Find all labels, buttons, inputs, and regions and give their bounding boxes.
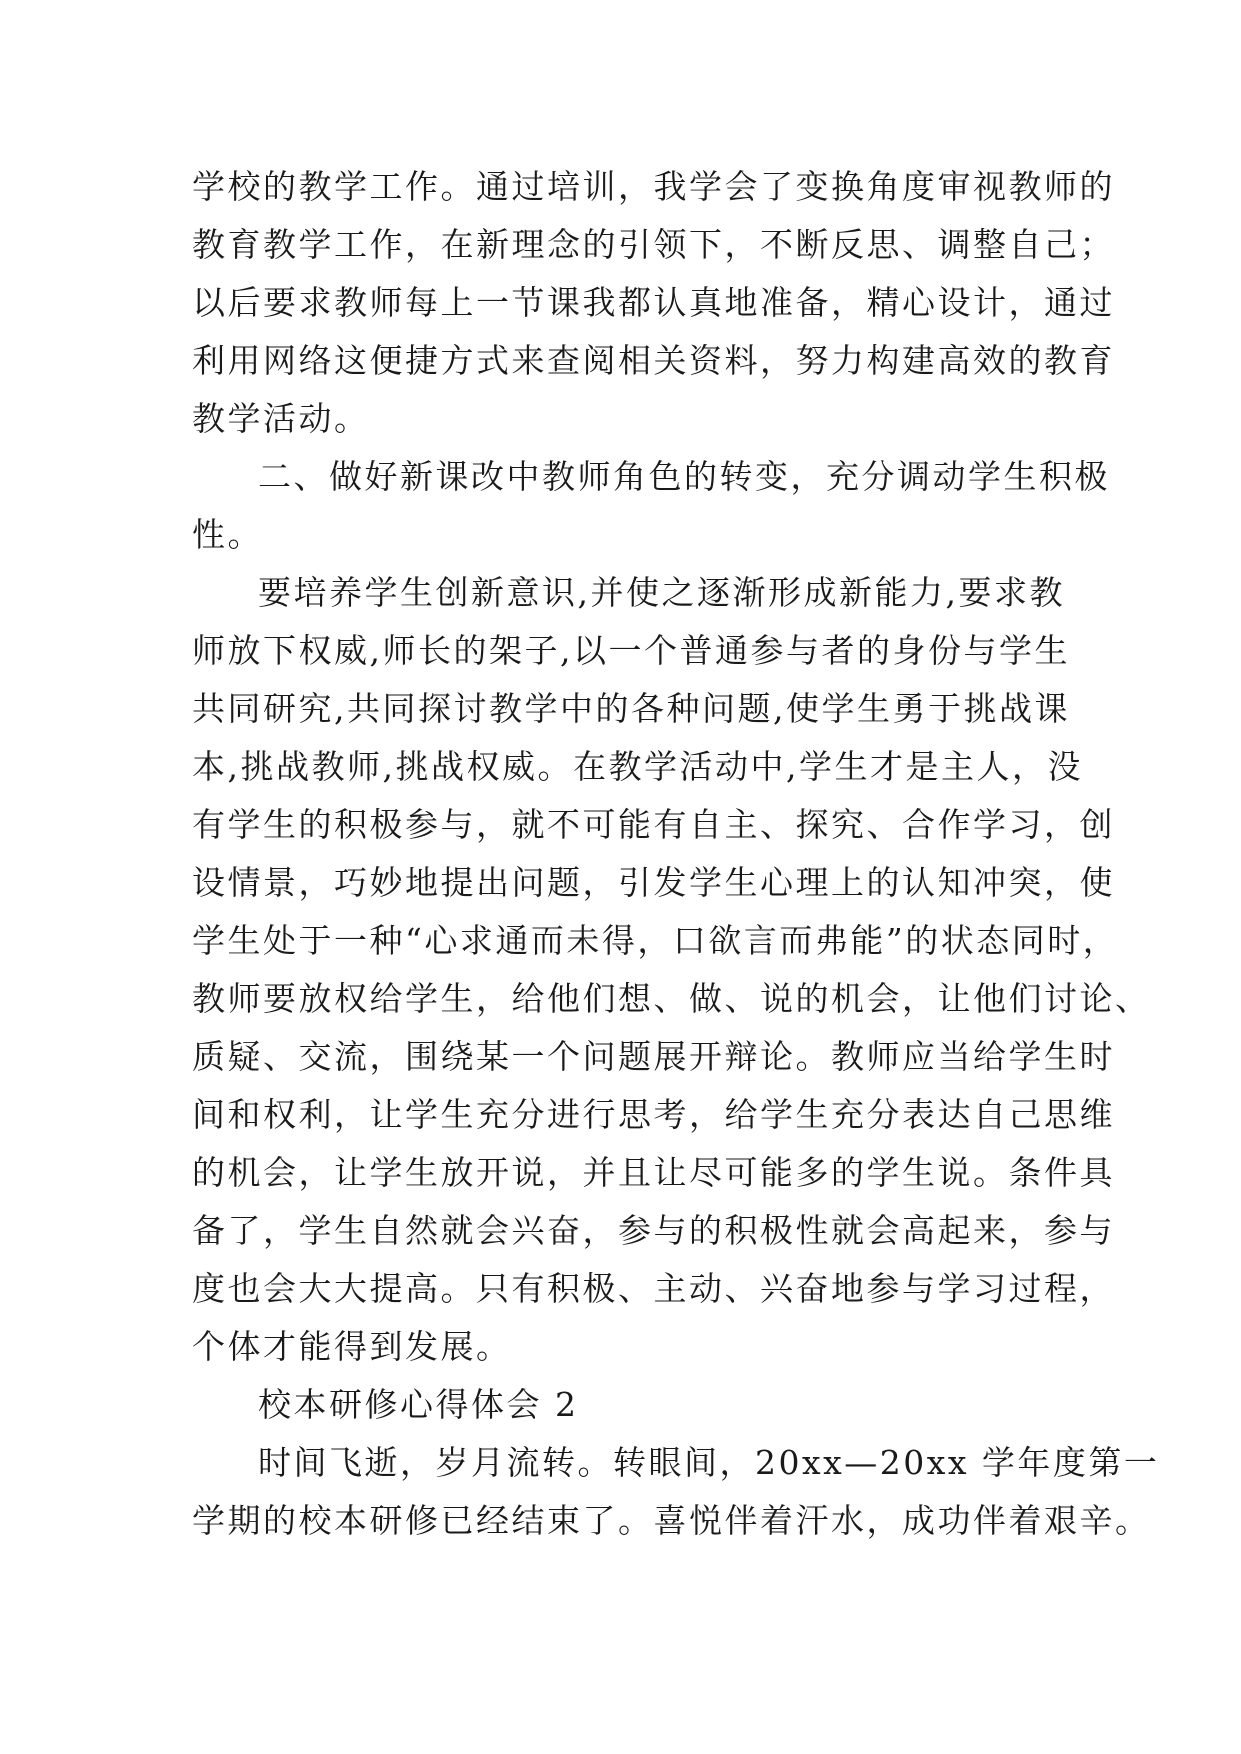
section-heading: 二、做好新课改中教师角色的转变，充分调动学生积极	[258, 457, 1110, 496]
text-line: 师放下权威,师长的架子,以一个普通参与者的身份与学生	[192, 631, 1070, 670]
text-line: 教学活动。	[192, 399, 370, 438]
text-line: 学期的校本研修已经结束了。喜悦伴着汗水，成功伴着艰辛。	[192, 1501, 1151, 1540]
text-line: 学生处于一种“心求通而未得，口欲言而弗能”的状态同时，	[192, 921, 1119, 960]
text-line: 时间飞逝，岁月流转。转眼间，20xx—20xx 学年度第一	[258, 1443, 1160, 1482]
text-line: 间和权利，让学生充分进行思考，给学生充分表达自己思维	[192, 1095, 1115, 1134]
document-body	[192, 158, 1160, 1550]
text-line: 质疑、交流，围绕某一个问题展开辩论。教师应当给学生时	[192, 1037, 1115, 1076]
text-line: 的机会，让学生放开说，并且让尽可能多的学生说。条件具	[192, 1153, 1115, 1192]
article-title: 校本研修心得体会 2	[258, 1385, 579, 1424]
text-line: 设情景，巧妙地提出问题，引发学生心理上的认知冲突，使	[192, 863, 1115, 902]
text-line: 利用网络这便捷方式来查阅相关资料，努力构建高效的教育	[192, 341, 1115, 380]
text-line: 本,挑战教师,挑战权威。在教学活动中,学生才是主人，没	[192, 747, 1083, 786]
text-line: 学校的教学工作。通过培训，我学会了变换角度审视教师的	[192, 167, 1115, 206]
text-line: 以后要求教师每上一节课我都认真地准备，精心设计，通过	[192, 283, 1115, 322]
text-line: 个体才能得到发展。	[192, 1327, 512, 1366]
text-line: 教育教学工作，在新理念的引领下，不断反思、调整自己；	[192, 225, 1115, 264]
text-line: 有学生的积极参与，就不可能有自主、探究、合作学习，创	[192, 805, 1115, 844]
text-line: 共同研究,共同探讨教学中的各种问题,使学生勇于挑战课	[192, 689, 1070, 728]
text-line: 备了，学生自然就会兴奋，参与的积极性就会高起来，参与	[192, 1211, 1115, 1250]
section-heading-continued: 性。	[192, 515, 263, 554]
text-line: 教师要放权给学生，给他们想、做、说的机会，让他们讨论、	[192, 979, 1151, 1018]
text-line: 要培养学生创新意识,并使之逐渐形成新能力,要求教	[258, 573, 1065, 612]
text-line: 度也会大大提高。只有积极、主动、兴奋地参与学习过程，	[192, 1269, 1115, 1308]
